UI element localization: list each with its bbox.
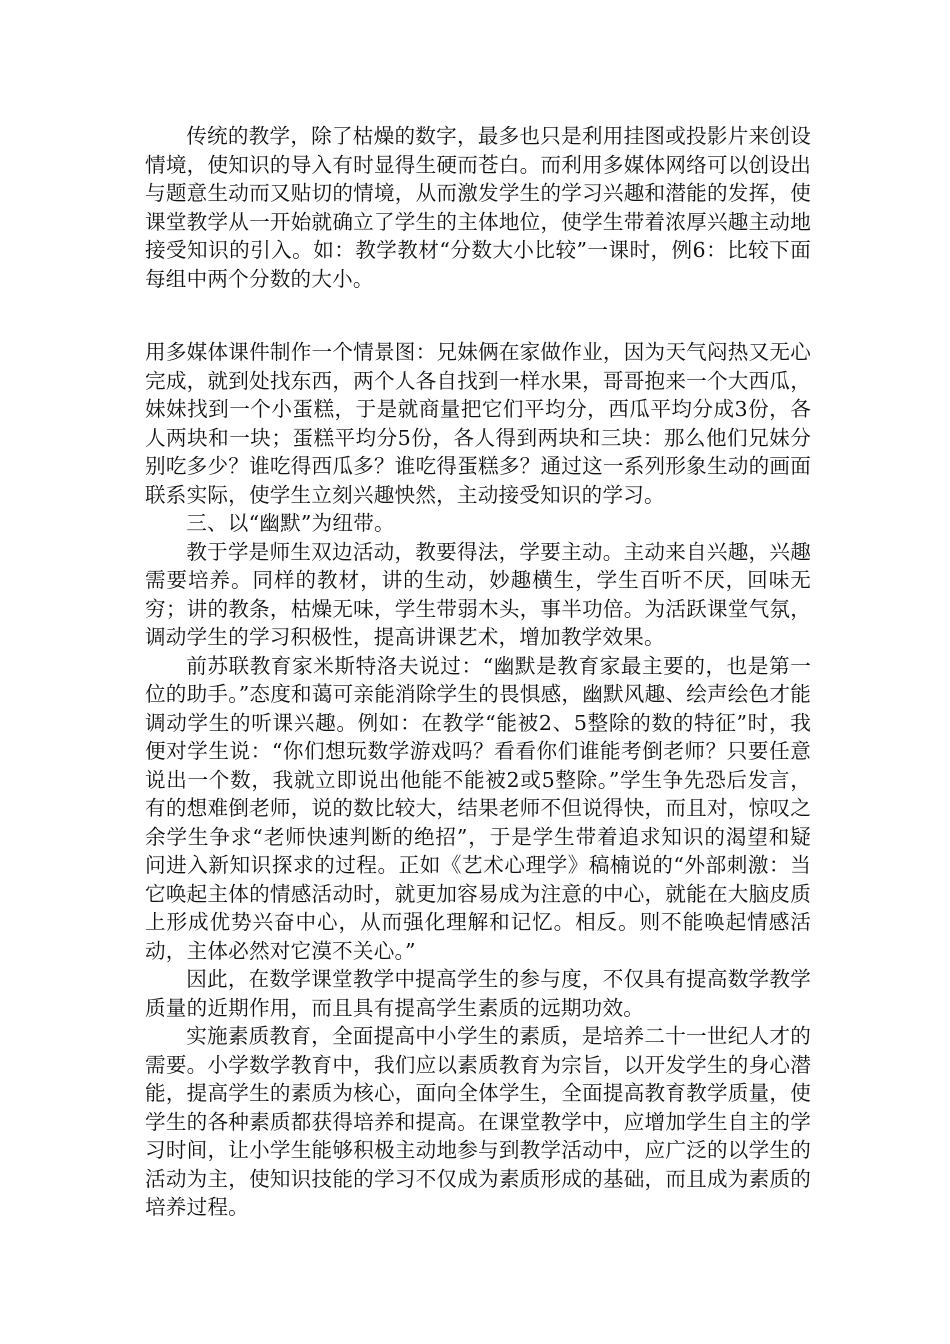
paragraph-participation: 因此，在数学课堂教学中提高学生的参与度，不仅具有提高数学教学质量的近期作用，而且具有提高学生素质的远期功效。 [145,967,811,1020]
paragraph-courseware-example: 用多媒体课件制作一个情景图：兄妹俩在家做作业，因为天气闷热又无心完成，就到处找东西，两个人各自找到一样水果，哥哥抱来一个大西瓜，妹妹找到一个小蛋糕，于是就商量把它们平均分，西瓜平均分成3份，各人两块和一块；蛋糕平均分5份，各人得到两块和三块：那么他们兄妹分别吃多少？谁吃得西瓜多？谁吃得蛋糕多？通过这一系列形象生动的画面联系实际，使学生立刻兴趣怏然，主动接受知识的学习。 [145,340,811,507]
paragraph-multimedia-situation: 传统的教学，除了枯燥的数字，最多也只是利用挂图或投影片来创设情境，使知识的导入有时显得生硬而苍白。而利用多媒体网络可以创设出与题意生动而又贴切的情境，从而激发学生的学习兴趣和潜能的发挥，使课堂教学从一开始就确立了学生的主体地位，使学生带着浓厚兴趣主动地接受知识的引入。如：教学教材“分数大小比较”一课时，例6：比较下面每组中两个分数的大小。 [145,124,811,291]
paragraph-teaching-interest: 教于学是师生双边活动，教要得法，学要主动。主动来自兴趣，兴趣需要培养。同样的教材，讲的生动，妙趣横生，学生百听不厌，回味无穷；讲的教条，枯燥无味，学生带弱木头，事半功倍。为活跃课堂气氛，调动学生的学习积极性，提高讲课艺术，增加教学效果。 [145,539,811,649]
paragraph-gap [145,293,811,338]
section-heading-humor: 三、以“幽默”为纽带。 [186,511,395,535]
paragraph-quality-education: 实施素质教育，全面提高中小学生的素质，是培养二十一世纪人才的需要。小学数学教育中，我们应以素质教育为宗旨，以开发学生的身心潜能，提高学生的素质为核心，面向全体学生，全面提高教育教学质量，使学生的各种素质都获得培养和提高。在课堂教学中，应增加学生自主的学习时间，让小学生能够积极主动地参与到教学活动中，应广泛的以学生的活动为主，使知识技能的学习不仅成为素质形成的基础，而且成为素质的培养过程。 [145,1024,811,1219]
document-body [145,122,811,1222]
paragraph-humor-example: 前苏联教育家米斯特洛夫说过：“幽默是教育家最主要的，也是第一位的助手。”态度和蔼可亲能消除学生的畏惧感，幽默风趣、绘声绘色才能调动学生的听课兴趣。例如：在教学“能被2、5整除的数的特征”时，我便对学生说：“你们想玩数学游戏吗？看看你们谁能考倒老师？只要任意说出一个数，我就立即说出他能不能被2或5整除。”学生争先恐后发言，有的想难倒老师，说的数比较大，结果老师不但说得快，而且对，惊叹之余学生争求“老师快速判断的绝招”，于是学生带着追求知识的渴望和疑问进入新知识探求的过程。正如《艺术心理学》稿楠说的“外部刺激：当它唤起主体的情感活动时，就更加容易成为注意的中心，就能在大脑皮质上形成优势兴奋中心，从而强化理解和记忆。相反。则不能唤起情感活动，主体必然对它漠不关心。” [145,653,811,963]
